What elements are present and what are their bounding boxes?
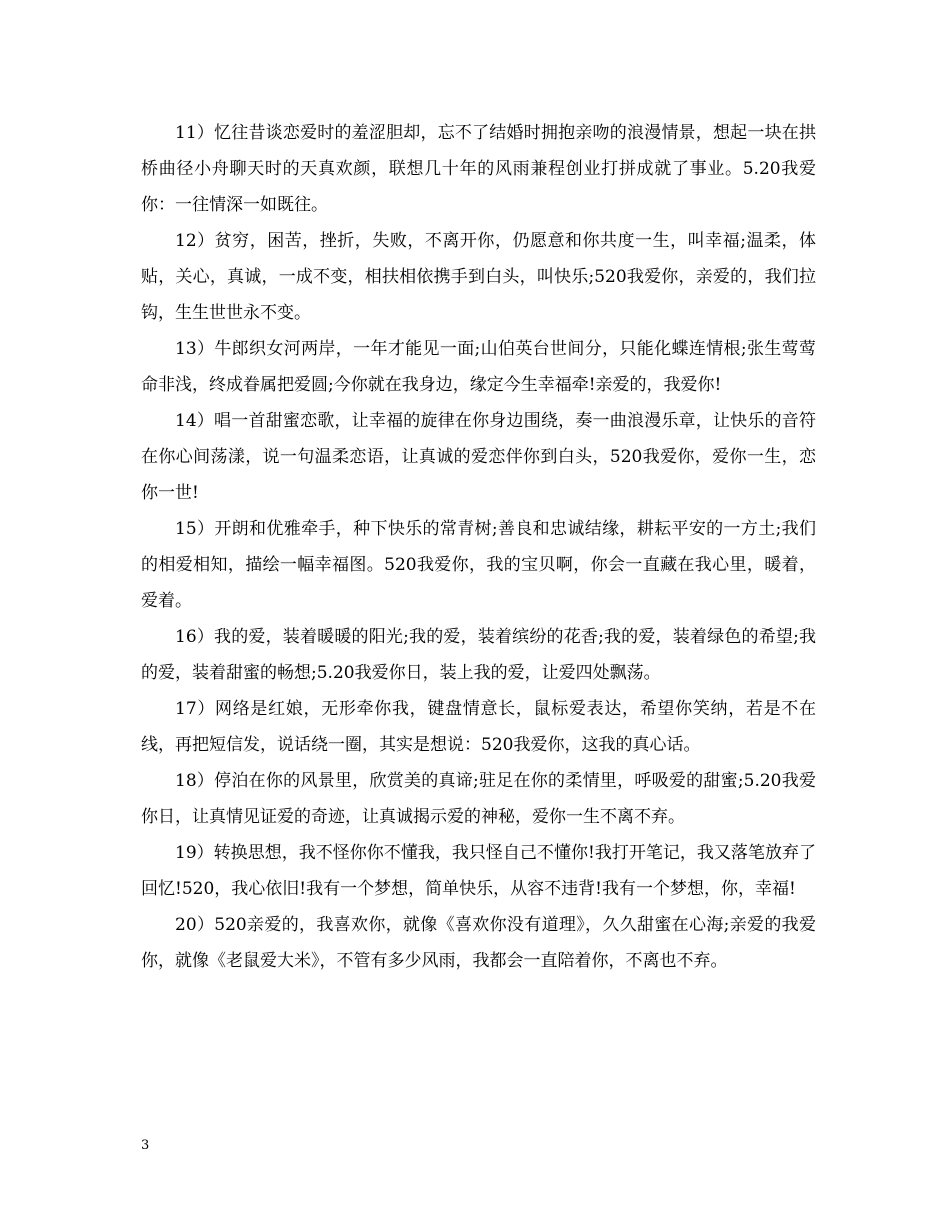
paragraph-11: 11）忆往昔谈恋爱时的羞涩胆却，忘不了结婚时拥抱亲吻的浪漫情景，想起一块在拱桥曲径小舟聊天时的天真欢颜，联想几十年的风雨兼程创业打拼成就了事业。5.20我爱你：一往情深一如既往。 (141, 123, 816, 215)
paragraph-12: 12）贫穷，困苦，挫折，失败，不离开你，仍愿意和你共度一生，叫幸福;温柔，体贴，关心，真诚，一成不变，相扶相依携手到白头，叫快乐;520我爱你，亲爱的，我们拉钩，生生世世永不变。 (141, 231, 816, 323)
paragraph-16: 16）我的爱，装着暖暖的阳光;我的爱，装着缤纷的花香;我的爱，装着绿色的希望;我的爱，装着甜蜜的畅想;5.20我爱你日，装上我的爱，让爱四处飘荡。 (141, 627, 816, 683)
document-body (141, 115, 816, 979)
paragraph-15: 15）开朗和优雅牵手，种下快乐的常青树;善良和忠诚结缘，耕耘平安的一方土;我们的相爱相知，描绘一幅幸福图。520我爱你，我的宝贝啊，你会一直藏在我心里，暖着，爱着。 (141, 519, 816, 611)
paragraph-17: 17）网络是红娘，无形牵你我，键盘情意长，鼠标爱表达，希望你笑纳，若是不在线，再把短信发，说话绕一圈，其实是想说：520我爱你，这我的真心话。 (141, 699, 816, 755)
page-number: 3 (141, 1138, 150, 1153)
paragraph-14: 14）唱一首甜蜜恋歌，让幸福的旋律在你身边围绕，奏一曲浪漫乐章，让快乐的音符在你心间荡漾，说一句温柔恋语，让真诚的爱恋伴你到白头，520我爱你，爱你一生，恋你一世! (141, 411, 816, 503)
paragraph-19: 19）转换思想，我不怪你你不懂我，我只怪自己不懂你!我打开笔记，我又落笔放弃了回忆!520，我心依旧!我有一个梦想，简单快乐，从容不违背!我有一个梦想，你，幸福! (141, 843, 816, 899)
paragraph-18: 18）停泊在你的风景里，欣赏美的真谛;驻足在你的柔情里，呼吸爱的甜蜜;5.20我爱你日，让真情见证爱的奇迹，让真诚揭示爱的神秘，爱你一生不离不弃。 (141, 771, 816, 827)
paragraph-20: 20）520亲爱的，我喜欢你，就像《喜欢你没有道理》，久久甜蜜在心海;亲爱的我爱你，就像《老鼠爱大米》，不管有多少风雨，我都会一直陪着你，不离也不弃。 (141, 915, 816, 971)
paragraph-13: 13）牛郎织女河两岸，一年才能见一面;山伯英台世间分，只能化蝶连情根;张生莺莺命非浅，终成眷属把爱圆;今你就在我身边，缘定今生幸福牵!亲爱的，我爱你! (141, 339, 816, 395)
